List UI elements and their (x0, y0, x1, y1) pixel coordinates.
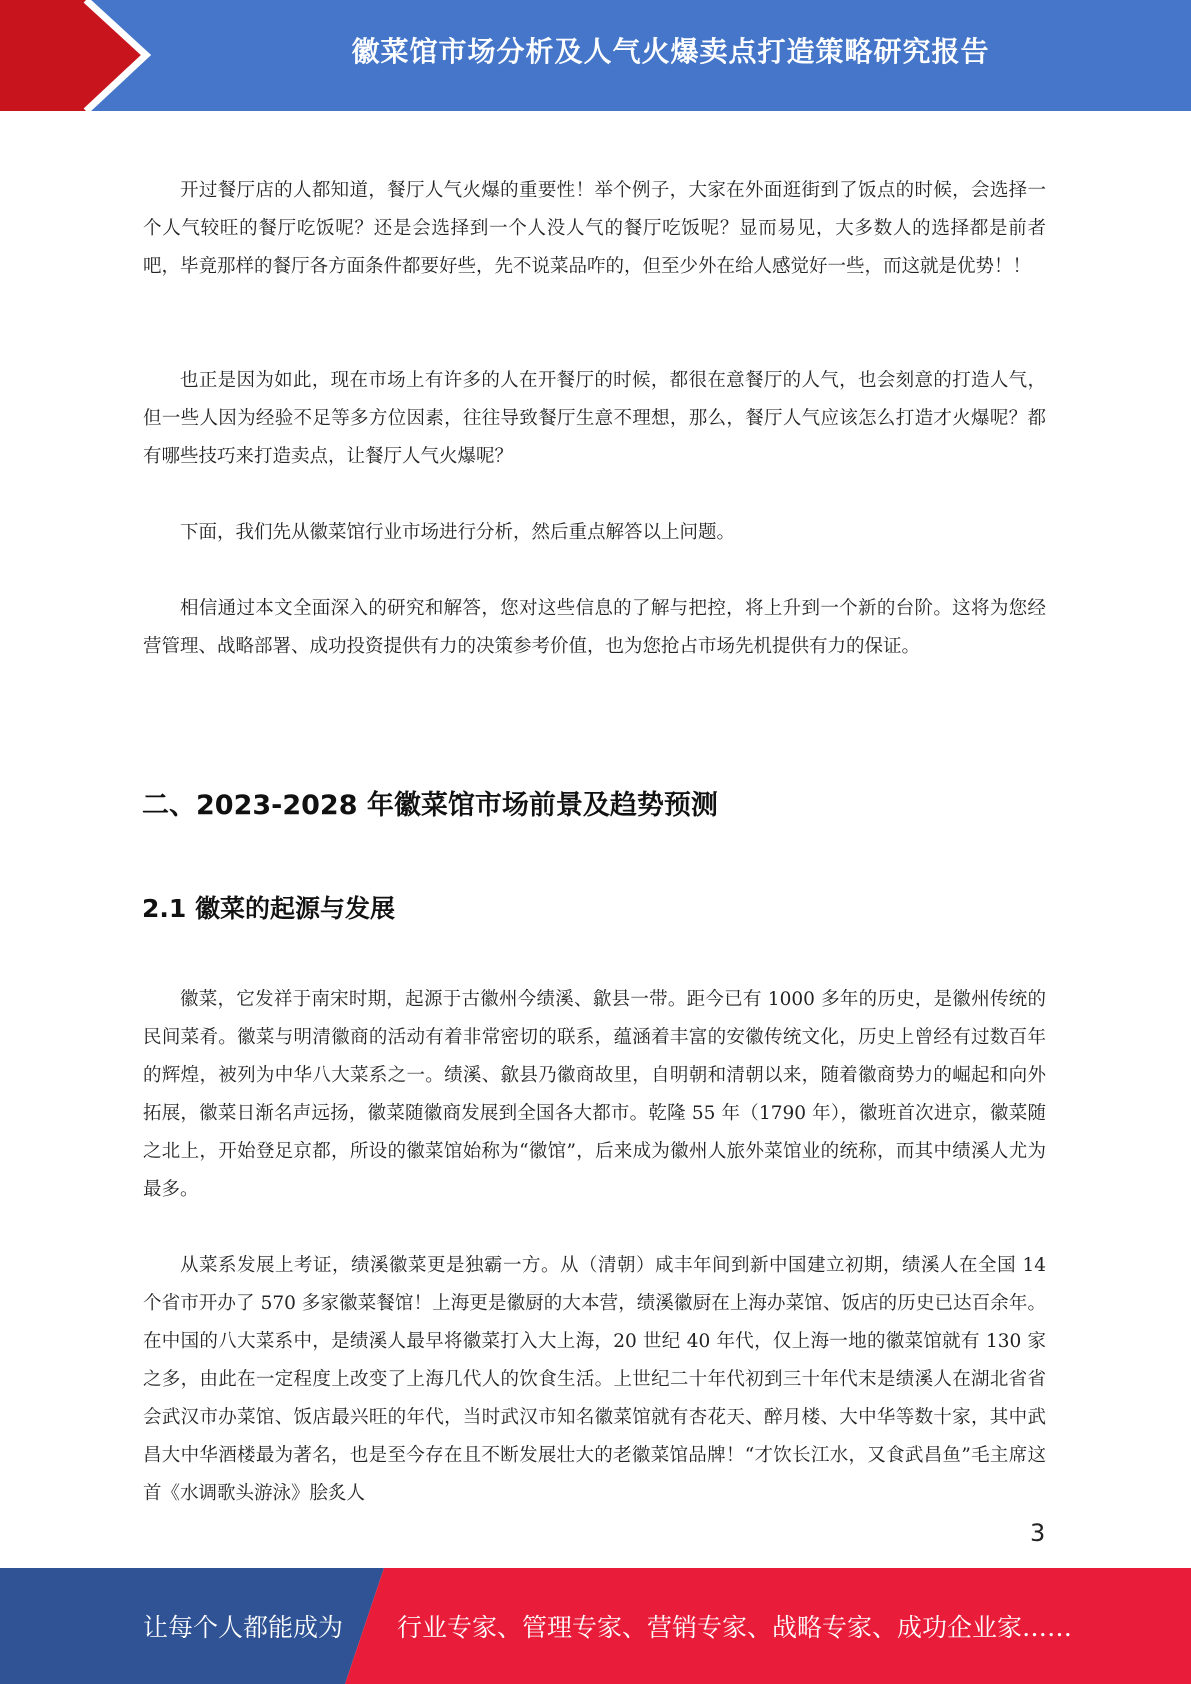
intro-paragraph-4: 相信通过本文全面深入的研究和解答，您对这些信息的了解与把控，将上升到一个新的台阶。这将为您经营管理、战略部署、成功投资提供有力的决策参考价值，也为您抢占市场先机提供有力的保证。 (143, 598, 1046, 657)
page-header (0, 0, 1191, 111)
intro-paragraph-1: 开过餐厅店的人都知道，餐厅人气火爆的重要性！举个例子，大家在外面逛街到了饭点的时候，会选择一个人气较旺的餐厅吃饭呢？还是会选择到一个人没人气的餐厅吃饭呢？显而易见，大多数人的选择都是前者吧，毕竟那样的餐厅各方面条件都要好些，先不说菜品咋的，但至少外在给人感觉好一些，而这就是优势！！ (143, 180, 1046, 277)
footer-slogan-left: 让每个人都能成为 (143, 1613, 344, 1642)
footer-slogan-right: 行业专家、管理专家、营销专家、战略专家、成功企业家…… (397, 1613, 1073, 1642)
body-paragraph-1: 徽菜，它发祥于南宋时期，起源于古徽州今绩溪、歙县一带。距今已有 1000 多年的历史，是徽州传统的民间菜肴。徽菜与明清徽商的活动有着非常密切的联系，蕴涵着丰富的安徽传统文化，历史上曾经有过数百年的辉煌，被列为中华八大菜系之一。绩溪、歙县乃徽商故里，自明朝和清朝以来，随着徽商势力的崛起和向外拓展，徽菜日渐名声远扬，徽菜随徽商发展到全国各大都市。乾隆 55 年（1790 年），徽班首次进京，徽菜随之北上，开始登足京都，所设的徽菜馆始称为“徽馆”，后来成为徽州人旅外菜馆业的统称，而其中绩溪人尤为最多。 (143, 989, 1046, 1200)
intro-paragraph-2: 也正是因为如此，现在市场上有许多的人在开餐厅的时候，都很在意餐厅的人气，也会刻意的打造人气，但一些人因为经验不足等多方位因素，往往导致餐厅生意不理想，那么，餐厅人气应该怎么打造才火爆呢？都有哪些技巧来打造卖点，让餐厅人气火爆呢？ (143, 370, 1046, 467)
intro-paragraph-3: 下面，我们先从徽菜馆行业市场进行分析，然后重点解答以上问题。 (180, 522, 736, 543)
page-footer (0, 1568, 1191, 1684)
body-paragraph-2: 从菜系发展上考证，绩溪徽菜更是独霸一方。从（清朝）咸丰年间到新中国建立初期，绩溪人在全国 14 个省市开办了 570 多家徽菜餐馆！上海更是徽厨的大本营，绩溪徽厨在上海办菜馆、饭店的历史已达百余年。在中国的八大菜系中，是绩溪人最早将徽菜打入大上海，20 世纪 40 年代，仅上海一地的徽菜馆就有 130 家之多，由此在一定程度上改变了上海几代人的饮食生活。上世纪二十年代初到三十年代末是绩溪人在湖北省省会武汉市办菜馆、饭店最兴旺的年代，当时武汉市知名徽菜馆就有杏花天、醉月楼、大中华等数十家，其中武昌大中华酒楼最为著名，也是至今存在且不断发展壮大的老徽菜馆品牌！“才饮长江水，又食武昌鱼”毛主席这首《水调歌头游泳》脍炙人 (143, 1255, 1046, 1504)
page-number: 3 (1030, 1519, 1046, 1547)
subsection-heading: 2.1 徽菜的起源与发展 (142, 894, 395, 923)
report-title: 徽菜馆市场分析及人气火爆卖点打造策略研究报告 (351, 35, 990, 68)
section-heading: 二、2023-2028 年徽菜馆市场前景及趋势预测 (142, 790, 718, 821)
